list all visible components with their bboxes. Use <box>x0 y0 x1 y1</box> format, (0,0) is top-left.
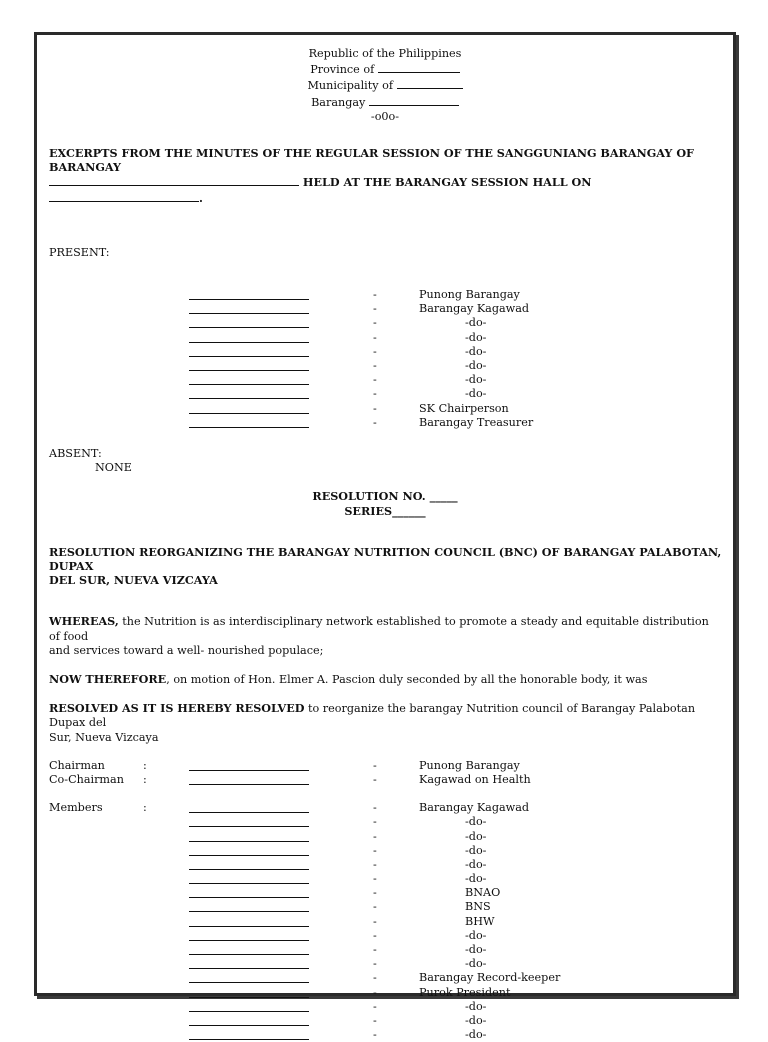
name-blank[interactable] <box>189 373 309 385</box>
dash: - <box>373 815 377 829</box>
absent-value: NONE <box>95 461 132 475</box>
name-blank[interactable] <box>189 288 309 300</box>
municipality-line: Municipality of <box>47 77 723 93</box>
name-blank[interactable] <box>189 359 309 371</box>
dash: - <box>373 772 377 786</box>
council-officers <box>47 759 723 787</box>
dash: - <box>373 1028 377 1042</box>
position-label: -do- <box>465 1013 487 1027</box>
barangay-name-blank[interactable] <box>49 174 299 186</box>
position-label: -do- <box>465 373 487 387</box>
dash: - <box>373 758 377 772</box>
colon: : <box>143 772 147 786</box>
name-blank[interactable] <box>189 900 309 912</box>
position-label: BNAO <box>465 886 501 900</box>
name-blank[interactable] <box>189 844 309 856</box>
present-row <box>47 316 723 330</box>
position-label: -do- <box>465 358 487 372</box>
name-blank[interactable] <box>189 943 309 955</box>
position-label: -do- <box>465 928 487 942</box>
position-label: Barangay Record-keeper <box>419 971 561 985</box>
member-row <box>47 957 723 971</box>
officer-title: Co-Chairman <box>49 772 124 786</box>
name-blank[interactable] <box>189 1028 309 1040</box>
dash: - <box>373 387 377 401</box>
name-blank[interactable] <box>189 345 309 357</box>
dash: - <box>373 801 377 815</box>
name-blank[interactable] <box>189 971 309 983</box>
position-label: BNS <box>465 900 491 914</box>
name-blank[interactable] <box>189 886 309 898</box>
colon: : <box>143 801 147 815</box>
position-label: -do- <box>465 344 487 358</box>
name-blank[interactable] <box>189 316 309 328</box>
name-blank[interactable] <box>189 416 309 428</box>
officer-title: Chairman <box>49 758 105 772</box>
position-label: Barangay Treasurer <box>419 415 534 429</box>
member-row <box>47 1028 723 1042</box>
member-row <box>47 1014 723 1028</box>
name-blank[interactable] <box>189 1014 309 1026</box>
member-row <box>47 971 723 985</box>
position-label: Purok President <box>419 985 511 999</box>
name-blank[interactable] <box>189 387 309 399</box>
position-label: -do- <box>465 316 487 330</box>
dash: - <box>373 971 377 985</box>
position-label: -do- <box>465 387 487 401</box>
member-row <box>47 986 723 1000</box>
name-blank[interactable] <box>189 830 309 842</box>
dash: - <box>373 999 377 1013</box>
dash: - <box>373 1013 377 1027</box>
present-row <box>47 359 723 373</box>
name-blank[interactable] <box>189 929 309 941</box>
position-label: -do- <box>465 857 487 871</box>
dash: - <box>373 330 377 344</box>
dash: - <box>373 401 377 415</box>
excerpt-line-2: HELD AT THE BARANGAY SESSION HALL ON . <box>47 174 723 204</box>
name-blank[interactable] <box>189 858 309 870</box>
position-label: -do- <box>465 872 487 886</box>
dash: - <box>373 872 377 886</box>
position-label: Punong Barangay <box>419 288 520 302</box>
excerpt-line-1: EXCERPTS FROM THE MINUTES OF THE REGULAR SESSION OF THE SANGGUNIANG BARANGAY OF BARANGAY <box>49 146 695 175</box>
resolution-series: SERIES______ <box>344 503 426 518</box>
name-blank[interactable] <box>189 1000 309 1012</box>
position-label: Punong Barangay <box>419 758 520 772</box>
council-members <box>47 801 723 1042</box>
name-blank[interactable] <box>189 872 309 884</box>
name-blank[interactable] <box>189 302 309 314</box>
member-row <box>47 830 723 844</box>
member-row <box>47 872 723 886</box>
barangay-blank[interactable] <box>369 94 459 106</box>
colon: : <box>143 758 147 772</box>
ornament: -o0o- <box>370 109 400 123</box>
name-blank[interactable] <box>189 915 309 927</box>
position-label: Kagawad on Health <box>419 772 531 786</box>
member-row <box>47 886 723 900</box>
now-therefore-clause: NOW THEREFORE, on motion of Hon. Elmer A. Pascion duly seconded by all the honorable body, it was <box>49 671 648 686</box>
position-label: Barangay Kagawad <box>419 801 530 815</box>
name-blank[interactable] <box>189 402 309 414</box>
member-row <box>47 1000 723 1014</box>
member-row <box>47 915 723 929</box>
name-blank[interactable] <box>189 759 309 771</box>
resolved-clause: RESOLVED AS IT IS HEREBY RESOLVED to reorganize the barangay Nutrition council of Barangay Palabotan Dupax del Sur, Nueva Vizcaya <box>49 701 696 744</box>
member-row <box>47 815 723 829</box>
republic-line: Republic of the Philippines <box>308 47 462 60</box>
name-blank[interactable] <box>189 986 309 998</box>
officer-row <box>47 773 723 787</box>
dash: - <box>373 857 377 871</box>
dash: - <box>373 373 377 387</box>
document-page <box>34 32 736 1042</box>
dash: - <box>373 928 377 942</box>
members-label: Members <box>49 801 103 815</box>
dash: - <box>373 358 377 372</box>
position-label: -do- <box>465 999 487 1013</box>
dash: - <box>373 886 377 900</box>
name-blank[interactable] <box>189 815 309 827</box>
member-row <box>47 801 723 815</box>
dash: - <box>373 943 377 956</box>
member-row <box>47 900 723 914</box>
dash: - <box>373 288 377 302</box>
barangay-line: Barangay <box>47 94 723 110</box>
member-row <box>47 943 723 957</box>
excerpt-heading <box>47 146 723 205</box>
dash: - <box>373 302 377 316</box>
province-line: Province of <box>47 61 723 77</box>
position-label: -do- <box>465 1028 487 1042</box>
name-blank[interactable] <box>189 957 309 969</box>
resolution-title-line-2: DEL SUR, NUEVA VIZCAYA <box>49 573 218 588</box>
name-blank[interactable] <box>189 773 309 785</box>
dash: - <box>373 843 377 857</box>
present-row <box>47 302 723 316</box>
dash: - <box>373 914 377 928</box>
present-list <box>47 288 723 430</box>
position-label: SK Chairperson <box>419 401 509 415</box>
present-row <box>47 387 723 401</box>
position-label: -do- <box>465 330 487 344</box>
officer-row <box>47 759 723 773</box>
present-row <box>47 402 723 416</box>
name-blank[interactable] <box>189 331 309 343</box>
resolution-title <box>47 545 723 588</box>
position-label: -do- <box>465 829 487 843</box>
present-row <box>47 416 723 430</box>
position-label: BHW <box>465 914 495 928</box>
present-row <box>47 345 723 359</box>
dash: - <box>373 900 377 914</box>
absent-label: ABSENT: <box>49 446 102 460</box>
position-label: Barangay Kagawad <box>419 302 530 316</box>
resolution-number: RESOLUTION NO. _____ <box>312 489 458 504</box>
dash: - <box>373 985 377 999</box>
position-label: -do- <box>465 943 487 956</box>
position-label: -do- <box>465 957 487 971</box>
dash: - <box>373 957 377 971</box>
dash: - <box>373 829 377 843</box>
name-blank[interactable] <box>189 801 309 813</box>
position-label: -do- <box>465 815 487 829</box>
member-row <box>47 929 723 943</box>
whereas-clause: WHEREAS, the Nutrition is as interdisciplinary network established to promote a steady and equitable distribution of food and services toward a well- nourished populace; <box>49 614 709 657</box>
resolution-title-line-1: RESOLUTION REORGANIZING THE BARANGAY NUTRITION COUNCIL (BNC) OF BARANGAY PALABOTAN, DUPAX <box>49 544 722 573</box>
municipality-blank[interactable] <box>397 77 463 89</box>
letterhead <box>47 47 723 124</box>
session-date-blank[interactable] <box>49 190 199 202</box>
member-row <box>47 844 723 858</box>
dash: - <box>373 415 377 429</box>
present-row <box>47 288 723 302</box>
position-label: -do- <box>465 843 487 857</box>
dash: - <box>373 344 377 358</box>
present-row <box>47 373 723 387</box>
member-row <box>47 858 723 872</box>
document-body <box>47 45 723 1042</box>
present-row <box>47 331 723 345</box>
province-blank[interactable] <box>378 61 460 73</box>
dash: - <box>373 316 377 330</box>
present-label: PRESENT: <box>49 245 110 259</box>
